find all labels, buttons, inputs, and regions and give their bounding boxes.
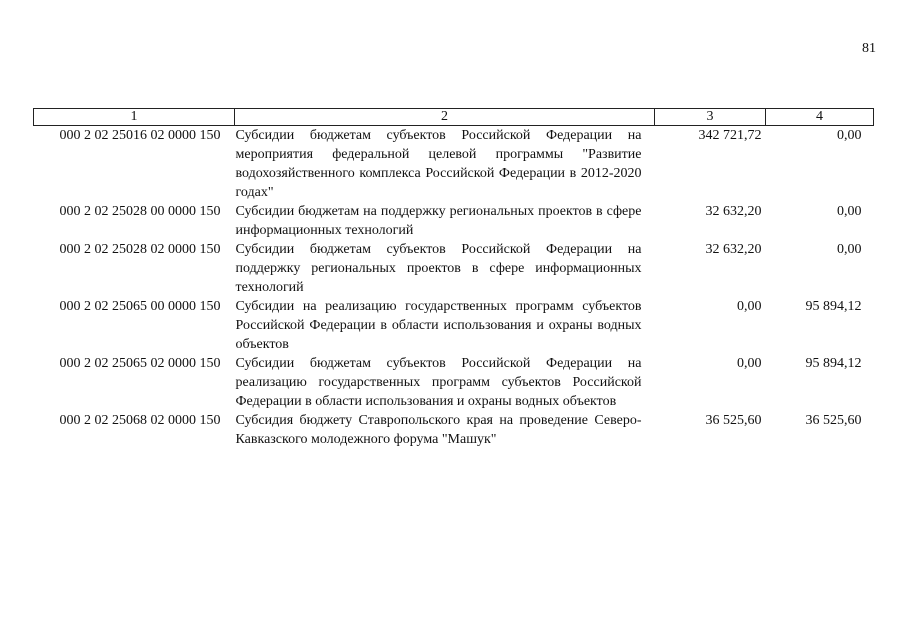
column-header-1: 1	[34, 109, 235, 126]
budget-code: 000 2 02 25028 02 0000 150	[59, 242, 221, 257]
description: Субсидии бюджетам на поддержку региональных проектов в сфере информационных технологий	[235, 204, 642, 238]
amount-column-4: 95 894,12	[805, 299, 862, 314]
description: Субсидии бюджетам субъектов Российской Федерации на реализацию государственных программ субъектов Российской Федерации в области использования и охраны водных объектов	[235, 356, 642, 409]
budget-code: 000 2 02 25016 02 0000 150	[59, 128, 221, 143]
amount-column-4: 95 894,12	[805, 356, 862, 371]
table-body	[34, 126, 874, 450]
amount-column-3: 32 632,20	[705, 204, 762, 219]
description: Субсидии бюджетам субъектов Российской Федерации на мероприятия федеральной целевой программы "Развитие водохозяйственного комплекса Российской Федерации в 2012-2020 годах"	[235, 128, 642, 200]
table-row	[34, 411, 874, 449]
table-row	[34, 297, 874, 354]
amount-column-4: 0,00	[837, 204, 862, 219]
description: Субсидии бюджетам субъектов Российской Федерации на поддержку региональных проектов в сфере информационных технологий	[235, 242, 642, 295]
column-header-4: 4	[766, 109, 874, 126]
description: Субсидия бюджету Ставропольского края на проведение Северо-Кавказского молодежного форума "Машук"	[235, 413, 642, 447]
amount-column-4: 36 525,60	[805, 413, 862, 428]
table-row	[34, 240, 874, 297]
budget-code: 000 2 02 25065 00 0000 150	[59, 299, 221, 314]
amount-column-4: 0,00	[837, 128, 862, 143]
description: Субсидии на реализацию государственных программ субъектов Российской Федерации в области использования и охраны водных объектов	[235, 299, 642, 352]
page-number: 81	[862, 41, 876, 56]
column-header-2: 2	[235, 109, 655, 126]
amount-column-3: 0,00	[737, 356, 762, 371]
header-row	[34, 109, 874, 126]
budget-table	[33, 108, 874, 449]
table-row	[34, 202, 874, 240]
column-header-3: 3	[655, 109, 766, 126]
amount-column-4: 0,00	[837, 242, 862, 257]
amount-column-3: 36 525,60	[705, 413, 762, 428]
amount-column-3: 0,00	[737, 299, 762, 314]
budget-code: 000 2 02 25028 00 0000 150	[59, 204, 221, 219]
budget-code: 000 2 02 25068 02 0000 150	[59, 413, 221, 428]
amount-column-3: 32 632,20	[705, 242, 762, 257]
table-row	[34, 354, 874, 411]
table-row	[34, 126, 874, 203]
budget-code: 000 2 02 25065 02 0000 150	[59, 356, 221, 371]
table-header	[34, 109, 874, 126]
amount-column-3: 342 721,72	[698, 128, 762, 143]
